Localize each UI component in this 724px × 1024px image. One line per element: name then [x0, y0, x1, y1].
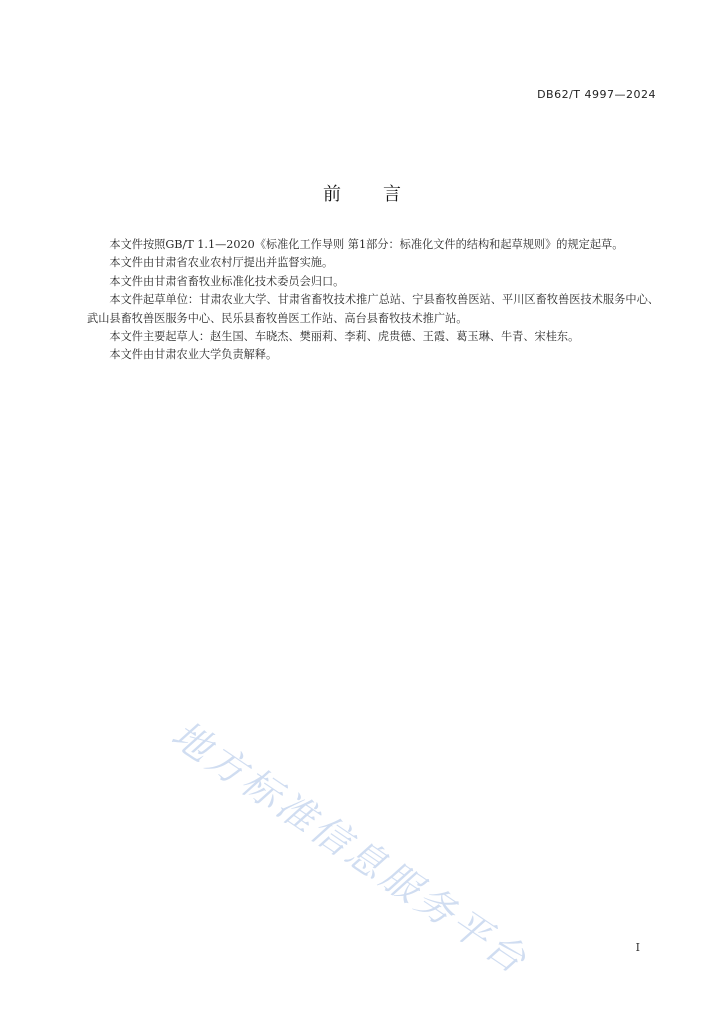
paragraph-drafting-rules: 本文件按照GB/T 1.1—2020《标准化工作导则 第1部分：标准化文件的结构和起草规则》的规定起草。 [109, 238, 624, 251]
foreword-body [87, 236, 659, 365]
title-part-1: 前 [323, 184, 341, 205]
paragraph-centralizer: 本文件由甘肃省畜牧业标准化技术委员会归口。 [109, 274, 345, 288]
paragraph-interpretation: 本文件由甘肃农业大学负责解释。 [109, 348, 278, 362]
paragraph-main-drafters: 本文件主要起草人：赵生国、车晓杰、樊丽莉、李莉、虎贵德、王霞、葛玉琳、牛青、宋桂东。 [109, 330, 580, 344]
title-part-2: 言 [383, 184, 401, 205]
paragraph-proposer: 本文件由甘肃省农业农村厅提出并监督实施。 [109, 256, 334, 270]
watermark: 地方标准信息服务平台 [163, 712, 537, 984]
page-title [0, 180, 724, 206]
document-code: DB62/T 4997—2024 [537, 88, 656, 101]
page-number: I [635, 941, 640, 954]
paragraph-drafting-units: 本文件起草单位：甘肃农业大学、甘肃省畜牧技术推广总站、宁县畜牧兽医站、平川区畜牧兽医技术服务中心、武山县畜牧兽医服务中心、民乐县畜牧兽医工作站、高台县畜牧技术推广站。 [87, 293, 659, 325]
